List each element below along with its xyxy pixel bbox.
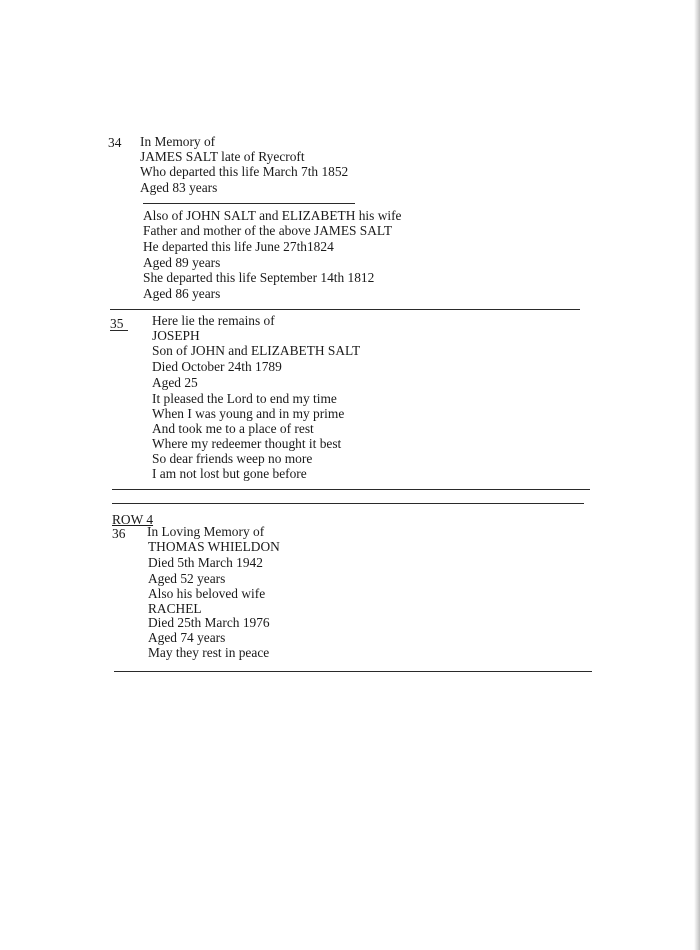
inscription-line: RACHEL [148,601,202,616]
inscription-line: When I was young and in my prime [152,406,345,421]
inscription-line: In Memory of [140,134,216,149]
inscription-line: Also his beloved wife [148,586,266,601]
inscription-line: Died 5th March 1942 [148,555,263,570]
inscription-line: I am not lost but gone before [152,466,307,481]
inscription-line: Here lie the remains of [152,313,275,328]
entry-number: 35 [110,316,124,331]
inscription-line: Aged 86 years [143,286,221,301]
page-edge-shadow [694,0,700,950]
inscription-line: JOSEPH [152,328,200,343]
short-divider [143,203,355,204]
entry-divider [112,489,590,490]
inscription-line: And took me to a place of rest [152,421,314,436]
inscription-line: JAMES SALT late of Ryecroft [140,149,305,164]
number-underline [110,330,128,331]
inscription-line: Where my redeemer thought it best [152,436,342,451]
entry-number: 34 [108,135,122,150]
inscription-line: Aged 74 years [148,630,226,645]
entry-divider [110,309,580,310]
inscription-line: She departed this life September 14th 1812 [143,270,375,285]
entry-number: 36 [112,526,126,541]
inscription-line: In Loving Memory of [147,524,265,539]
entry-divider [114,671,592,672]
inscription-line: It pleased the Lord to end my time [152,391,337,406]
inscription-line: Father and mother of the above JAMES SALT [143,223,393,238]
entry-divider [112,503,584,504]
inscription-line: Aged 52 years [148,571,226,586]
inscription-line: Aged 89 years [143,255,221,270]
inscription-line: Also of JOHN SALT and ELIZABETH his wife [143,208,402,223]
inscription-line: Died 25th March 1976 [148,615,270,630]
inscription-line: Son of JOHN and ELIZABETH SALT [152,343,361,358]
inscription-line: So dear friends weep no more [152,451,313,466]
inscription-line: May they rest in peace [148,645,270,660]
inscription-line: Aged 83 years [140,180,218,195]
row-heading: ROW 4 [112,512,154,527]
inscription-line: Aged 25 [152,375,198,390]
inscription-line: He departed this life June 27th1824 [143,239,334,254]
inscription-line: Died October 24th 1789 [152,359,282,374]
inscription-line: Who departed this life March 7th 1852 [140,164,349,179]
inscription-line: THOMAS WHIELDON [148,539,280,554]
